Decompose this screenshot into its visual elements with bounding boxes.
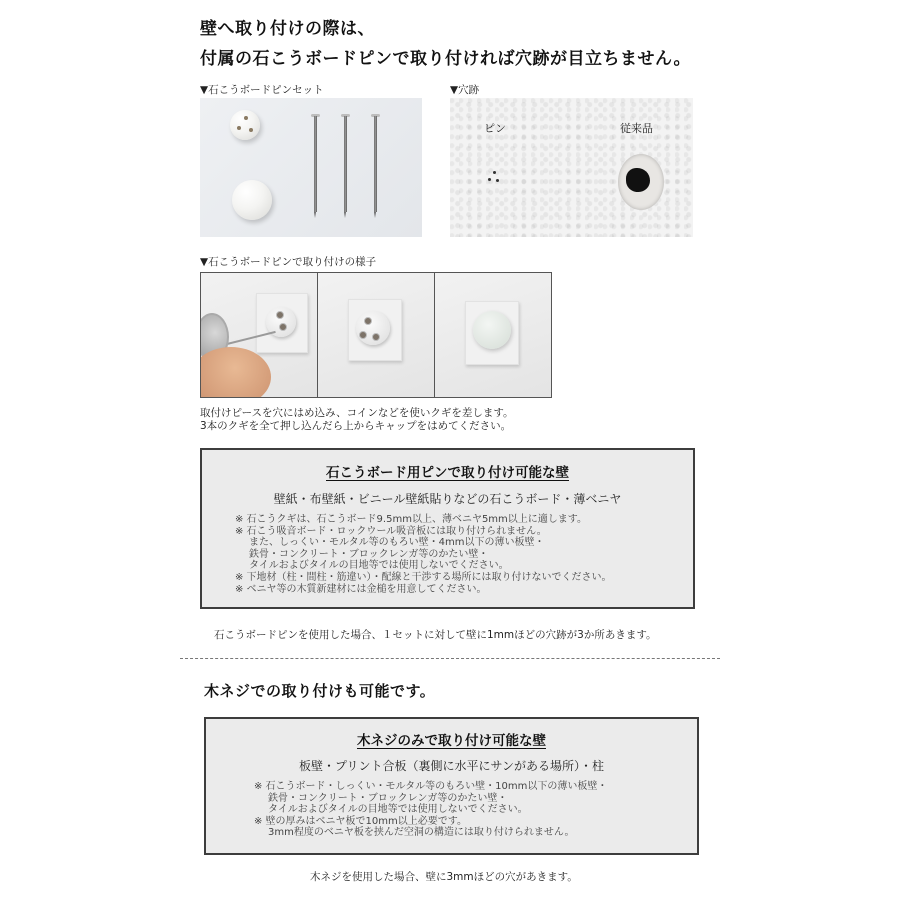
note-line: 鉄骨・コンクリート・ブロックレンガ等のかたい壁・ xyxy=(249,548,489,560)
wood-footnote: 木ネジを使用した場合、壁に3mmほどの穴があきます。 xyxy=(310,871,578,883)
note-line: ※ ベニヤ等の木質新建材には金槌を用意してください。 xyxy=(235,583,487,595)
cover-cap xyxy=(232,180,272,220)
note-line: ※ 下地材（柱・間柱・筋違い）・配線と干渉する場所には取り付けないでください。 xyxy=(235,571,612,583)
pin-label: ピン xyxy=(484,122,506,135)
hole-comparison-photo xyxy=(450,98,693,237)
pin-set-photo xyxy=(200,98,422,237)
step-2-pins-inserted xyxy=(318,273,434,397)
conventional-label: 従来品 xyxy=(620,122,653,135)
note-line: ※ 石こうボード・しっくい・モルタル等のもろい壁・10mm以下の薄い板壁・ xyxy=(254,781,608,792)
nail-1 xyxy=(314,116,317,212)
gypsum-box-title: 石こうボード用ピンで取り付け可能な壁 xyxy=(326,465,569,481)
headline-line-1: 壁へ取り付けの際は、 xyxy=(200,19,375,39)
note-line: ※ 石こう吸音ボード・ロックウール吸音板には取り付けられません。 xyxy=(235,525,547,537)
gypsum-box-subtitle: 壁紙・布壁紙・ビニール壁紙貼りなどの石こうボード・薄ベニヤ xyxy=(273,492,622,506)
conventional-hole xyxy=(618,154,664,210)
holes-caption: ▼穴跡 xyxy=(450,84,480,96)
note-line: タイルおよびタイルの目地等では使用しないでください。 xyxy=(268,804,528,816)
note-line: また、しっくい・モルタル等のもろい壁・4mm以下の薄い板壁・ xyxy=(249,537,545,549)
nail-2 xyxy=(344,116,347,212)
note-line: 3mm程度のベニヤ板を挟んだ空洞の構造には取り付けられません。 xyxy=(268,827,575,839)
headline-line-2: 付属の石こうボードピンで取り付ければ穴跡が目立ちません。 xyxy=(200,49,692,69)
note-line: 鉄骨・コンクリート・ブロックレンガ等のかたい壁・ xyxy=(268,792,508,804)
steps-description-line-2: 3本のクギを全て押し込んだら上からキャップをはめてください。 xyxy=(200,420,512,432)
steps-description-line-1: 取付けピースを穴にはめ込み、コインなどを使いクギを差します。 xyxy=(200,407,514,419)
wood-box-subtitle: 板壁・プリント合板（裏側に水平にサンがある場所）・柱 xyxy=(299,759,604,773)
wood-screw-heading: 木ネジでの取り付けも可能です。 xyxy=(204,682,436,700)
gypsum-box-notes xyxy=(202,514,693,595)
steps-caption: ▼石こうボードピンで取り付けの様子 xyxy=(200,256,377,268)
pin-set-caption: ▼石こうボードピンセット xyxy=(200,84,324,96)
nail-3 xyxy=(374,116,377,212)
gypsum-compatible-walls-box xyxy=(200,448,695,609)
step-3-cap-attached xyxy=(435,273,551,397)
note-line: タイルおよびタイルの目地等では使用しないでください。 xyxy=(249,560,509,572)
step-1-insert-pins xyxy=(201,273,317,397)
gypsum-footnote: 石こうボードピンを使用した場合、１セットに対して壁に1mmほどの穴跡が3か所あきます。 xyxy=(214,629,657,641)
installation-steps-photo xyxy=(200,272,552,398)
mounting-piece xyxy=(230,110,260,140)
wood-box-title: 木ネジのみで取り付け可能な壁 xyxy=(357,733,546,749)
wood-screw-walls-box xyxy=(204,717,699,855)
note-line: ※ 壁の厚みはベニヤ板で10mm以上必要です。 xyxy=(254,815,467,827)
section-divider xyxy=(180,658,720,659)
note-line: ※ 石こうクギは、石こうボード9.5mm以上、薄ベニヤ5mm以上に適します。 xyxy=(235,514,587,525)
wood-box-notes xyxy=(206,781,697,839)
